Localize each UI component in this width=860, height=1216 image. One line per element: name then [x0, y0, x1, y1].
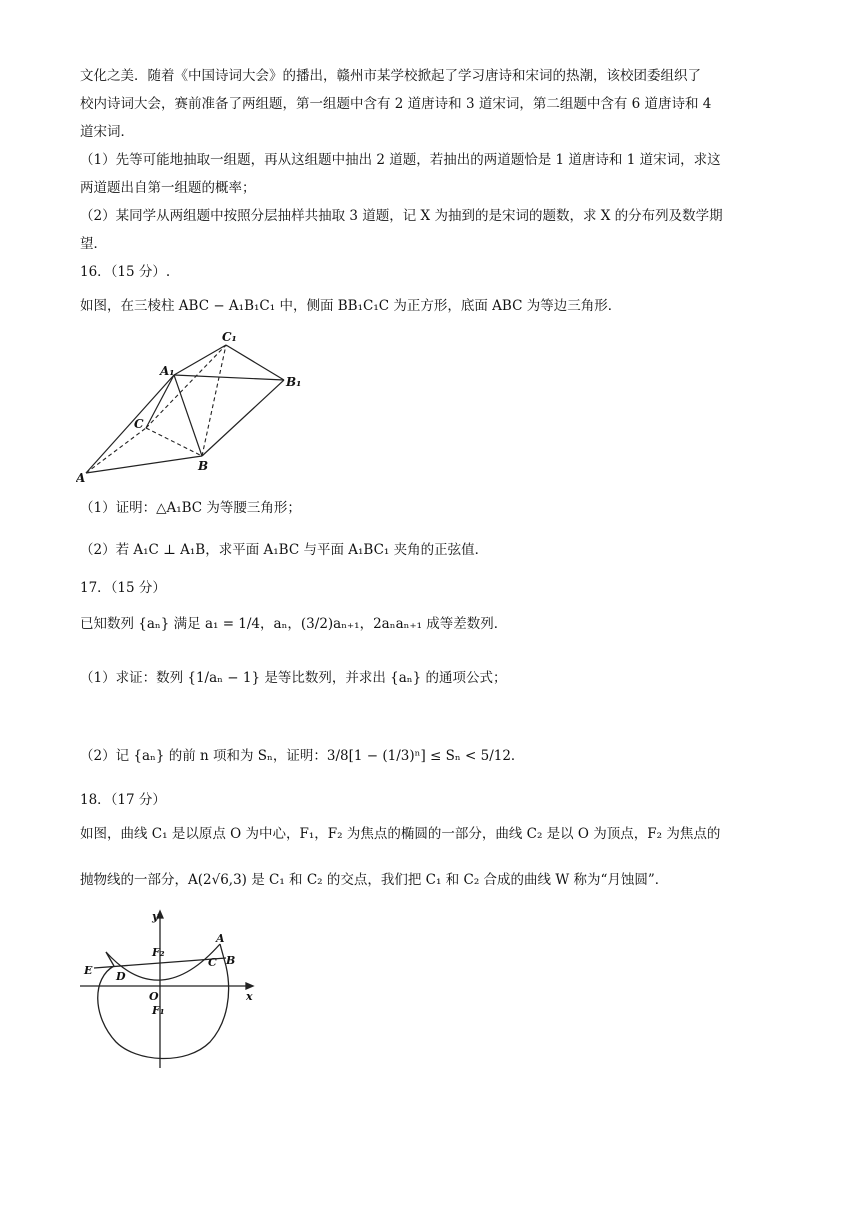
prism-figure	[76, 328, 316, 484]
p16-heading: 16．（15 分）.	[80, 264, 171, 280]
p15-question-2-line-2: 望．	[80, 236, 107, 252]
label-A: A	[216, 932, 225, 945]
x-axis-arrow	[246, 983, 253, 989]
label-E: E	[84, 964, 93, 977]
p17-question-1: （1）求证：数列 {1/aₙ − 1} 是等比数列，并求出 {aₙ} 的通项公式；	[80, 670, 507, 686]
edge-A-B	[86, 456, 202, 473]
p18-text-line-1: 如图，曲线 C₁ 是以原点 O 为中心，F₁，F₂ 为焦点的椭圆的一部分，曲线 C₂ 是以 O 为顶点，F₂ 为焦点的	[80, 826, 721, 842]
label-F1: F₁	[152, 1004, 165, 1017]
moon-eclipse-figure	[76, 908, 260, 1072]
p16-stem: 如图，在三棱柱 ABC − A₁B₁C₁ 中，侧面 BB₁C₁C 为正方形，底面 ABC 为等边三角形．	[80, 298, 622, 314]
p15-text-line-1: 文化之美．随着《中国诗词大会》的播出，赣州市某学校掀起了学习唐诗和宋词的热潮，该校团委组织了	[80, 68, 701, 84]
p16-question-2: （2）若 A₁C ⊥ A₁B，求平面 A₁BC 与平面 A₁BC₁ 夹角的正弦值．	[80, 542, 489, 558]
edge-A1-C1	[174, 345, 226, 375]
p15-question-1-line-2: 两道题出自第一组题的概率；	[80, 180, 256, 196]
edge-A-A1	[86, 375, 174, 473]
p17-heading: 17．（15 分）	[80, 580, 166, 596]
label-O: O	[149, 990, 159, 1003]
edge-C-C1-hidden	[146, 345, 226, 428]
edge-A1-B1	[174, 375, 284, 380]
p18-heading: 18．（17 分）	[80, 792, 166, 808]
p16-question-1: （1）证明：△A₁BC 为等腰三角形；	[80, 500, 301, 516]
p15-text-line-3: 道宋词．	[80, 124, 134, 140]
edge-B-C1-hidden	[202, 345, 226, 456]
edge-A-C-hidden	[86, 428, 146, 473]
label-A: A	[76, 471, 86, 484]
label-y: y	[152, 910, 159, 923]
label-x: x	[246, 990, 253, 1003]
p17-stem: 已知数列 {aₙ} 满足 a₁ = 1/4，aₙ，(3/2)aₙ₊₁，2aₙaₙ₊₁ 成等差数列．	[80, 616, 508, 632]
label-B: B	[226, 954, 236, 967]
p18-text-line-2: 抛物线的一部分，A(2√6,3) 是 C₁ 和 C₂ 的交点，我们把 C₁ 和 C₂ 合成的曲线 W 称为“月蚀圆”．	[80, 872, 669, 888]
edge-B-B1	[202, 380, 284, 456]
label-B: B	[198, 459, 209, 473]
edge-C1-B1	[226, 345, 284, 380]
label-C1: C₁	[222, 330, 237, 344]
p15-text-line-2: 校内诗词大会，赛前准备了两组题，第一组题中含有 2 道唐诗和 3 道宋词，第二组题中含有 6 道唐诗和 4	[80, 96, 712, 112]
p15-question-2-line-1: （2）某同学从两组题中按照分层抽样共抽取 3 道题，记 X 为抽到的是宋词的题数，求 X 的分布列及数学期	[80, 208, 723, 224]
p17-question-2: （2）记 {aₙ} 的前 n 项和为 Sₙ，证明：3/8[1 − (1/3)ⁿ] ≤ Sₙ < 5/12．	[80, 748, 525, 764]
label-F2: F₂	[152, 946, 165, 959]
label-D: D	[116, 970, 126, 983]
label-C: C	[208, 956, 217, 969]
label-A1: A₁	[160, 364, 175, 378]
label-C: C	[134, 417, 144, 431]
label-B1: B₁	[286, 375, 302, 389]
p15-question-1-line-1: （1）先等可能地抽取一组题，再从这组题中抽出 2 道题，若抽出的两道题恰是 1 道唐诗和 1 道宋词，求这	[80, 152, 721, 168]
